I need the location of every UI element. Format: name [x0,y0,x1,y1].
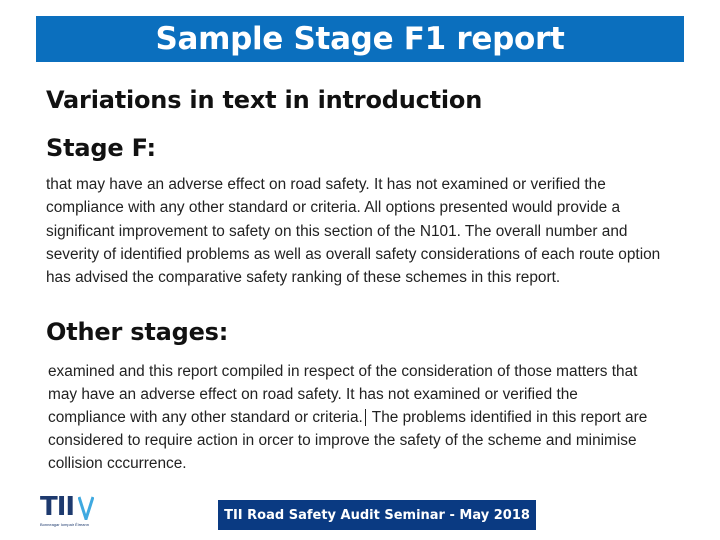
logo-letters: TII [40,492,75,522]
title-bar [36,16,684,62]
excerpt-segment: The problems identified in this report are [367,409,648,426]
footer-banner [218,500,536,530]
excerpt-line: compliance with any other standard or criteria. All options presented would provide a [46,199,621,217]
excerpt-line: examined and this report compiled in respect of the consideration of those matters that [48,363,638,380]
excerpt-line: considered to require action in orcer to improve the safety of the scheme and minimise [48,432,637,449]
other-stages-label: Other stages: [46,318,229,346]
page-title: Sample Stage F1 report [155,21,565,57]
subtitle: Variations in text in introduction [46,86,483,114]
stage-f-excerpt [46,173,660,289]
other-stages-excerpt [48,360,647,475]
excerpt-line: that may have an adverse effect on road safety. It has not examined or verified the [46,176,606,193]
excerpt-line: severity of identified problems as well as overall safety considerations of each route option [46,245,661,263]
excerpt-segment: compliance with any other standard or criteria. [48,409,363,426]
excerpt-line: significant improvement to safety on this section of the N101. The overall number and [46,222,628,240]
tii-logo [40,494,96,534]
stage-f-label: Stage F: [46,134,156,162]
excerpt-line: has advised the comparative safety ranking of these schemes in this report. [46,269,561,287]
excerpt-line-group [48,406,647,429]
excerpt-line: may have an adverse effect on road safety. It has not examined or verified the [48,386,578,403]
logo-mark-icon [78,496,94,520]
text-cursor [365,409,366,426]
excerpt-line: collision cccurrence. [48,455,187,472]
logo-subtext: Bonneagar Iompair Éireann [40,522,89,527]
footer-text: TII Road Safety Audit Seminar - May 2018 [224,507,530,523]
